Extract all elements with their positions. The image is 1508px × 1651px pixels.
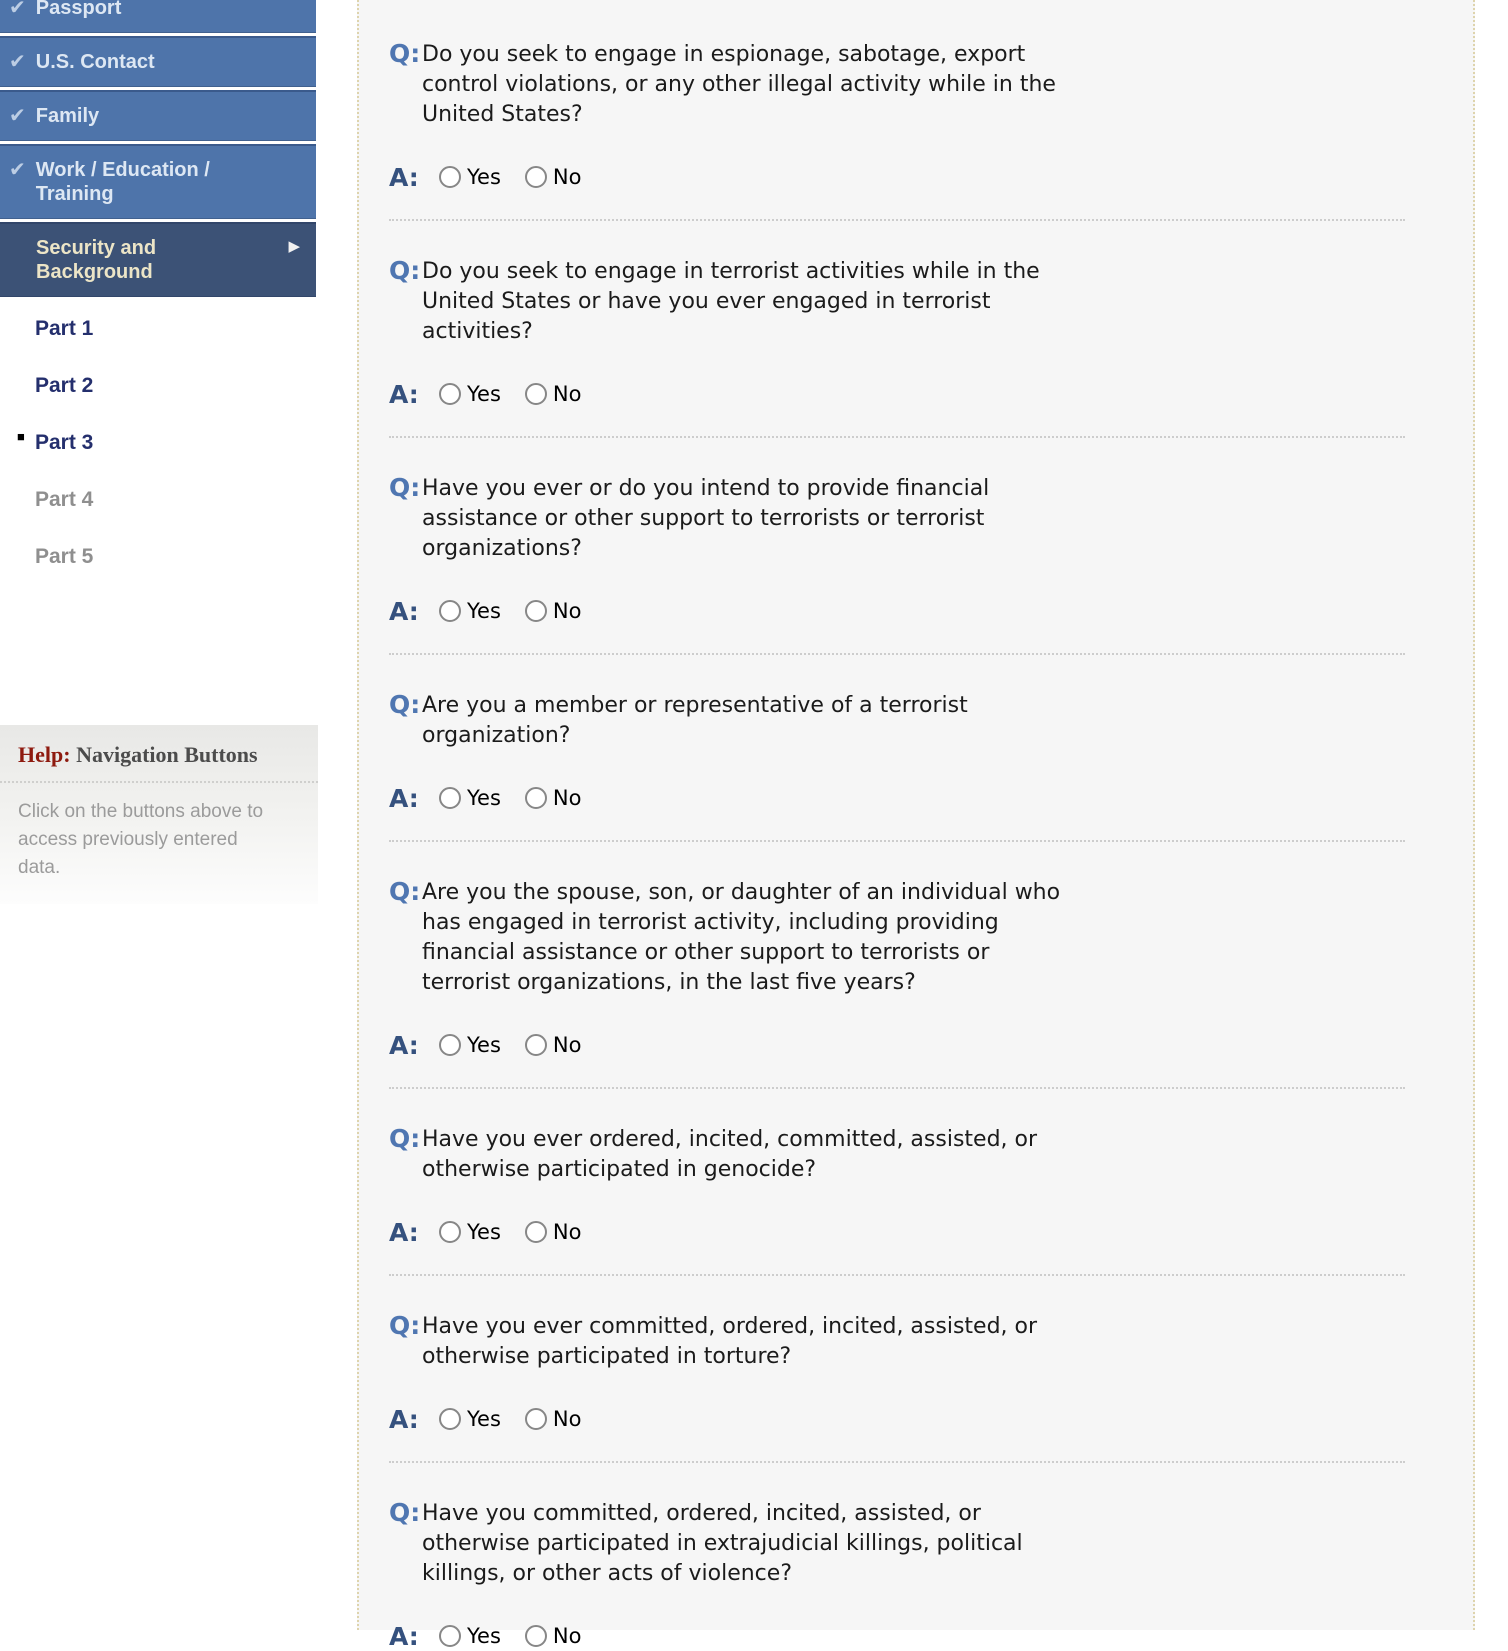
radio-button-icon[interactable] bbox=[525, 1625, 547, 1647]
answer-label: A: bbox=[389, 783, 419, 813]
radio-button-icon[interactable] bbox=[525, 600, 547, 622]
yes-radio-option[interactable]: Yes bbox=[439, 1033, 501, 1057]
question-label: Q: bbox=[389, 690, 421, 719]
part-label: Part 5 bbox=[35, 545, 94, 568]
question-block-2 bbox=[389, 257, 1433, 438]
yes-radio-option[interactable]: Yes bbox=[439, 1220, 501, 1244]
divider bbox=[389, 653, 1405, 655]
divider bbox=[389, 1274, 1405, 1276]
question-text: Do you seek to engage in espionage, sabotage, export control violations, or any other illegal activity while in the United States? bbox=[422, 42, 1056, 127]
arrow-right-icon: ▶ bbox=[288, 238, 300, 255]
yes-radio-option[interactable]: Yes bbox=[439, 786, 501, 810]
question-block-4 bbox=[389, 691, 1433, 842]
sidebar-item-part-1[interactable] bbox=[35, 317, 316, 341]
no-radio-option[interactable]: No bbox=[525, 786, 582, 810]
no-radio-option[interactable]: No bbox=[525, 599, 582, 623]
question-text: Have you ever committed, ordered, incited, assisted, or otherwise participated in torture? bbox=[422, 1314, 1038, 1369]
help-label: Help: bbox=[18, 742, 71, 767]
question-block-3 bbox=[389, 474, 1433, 655]
sidebar-nav bbox=[0, 0, 316, 602]
yes-radio-option[interactable]: Yes bbox=[439, 382, 501, 406]
question-block-6 bbox=[389, 1125, 1433, 1276]
check-icon: ✔ bbox=[9, 105, 26, 127]
help-text: Click on the buttons above to access previously entered data. bbox=[18, 801, 264, 878]
parts-list bbox=[17, 317, 316, 569]
no-radio-option[interactable]: No bbox=[525, 1220, 582, 1244]
sidebar-item-passport[interactable] bbox=[0, 0, 316, 33]
question-label: Q: bbox=[389, 1124, 421, 1153]
form-panel bbox=[357, 0, 1475, 1651]
radio-button-icon[interactable] bbox=[439, 600, 461, 622]
radio-button-icon[interactable] bbox=[439, 383, 461, 405]
part-label: Part 2 bbox=[35, 374, 94, 397]
current-part-marker-icon: ■ bbox=[17, 429, 25, 444]
answer-label: A: bbox=[389, 1404, 419, 1434]
question-text: Are you the spouse, son, or daughter of an individual who has engaged in terrorist activity, including providing financial assistance or other support to terrorists or terrorist organizations, in the last five years? bbox=[422, 880, 1061, 995]
radio-button-icon[interactable] bbox=[439, 166, 461, 188]
divider bbox=[389, 1461, 1405, 1463]
question-text: Do you seek to engage in terrorist activities while in the United States or have you ever engaged in terrorist activities? bbox=[422, 259, 1040, 344]
sidebar-item-label: U.S. Contact bbox=[35, 51, 155, 73]
question-label: Q: bbox=[389, 877, 421, 906]
question-text: Are you a member or representative of a terrorist organization? bbox=[422, 693, 968, 748]
radio-button-icon[interactable] bbox=[525, 787, 547, 809]
help-title bbox=[18, 742, 298, 768]
no-radio-option[interactable]: No bbox=[525, 1624, 582, 1648]
sidebar-item-security-and-background[interactable] bbox=[0, 222, 316, 297]
question-block-7 bbox=[389, 1312, 1433, 1463]
divider bbox=[0, 781, 318, 783]
yes-radio-option[interactable]: Yes bbox=[439, 599, 501, 623]
help-topic: Navigation Buttons bbox=[76, 742, 258, 767]
question-text: Have you ever or do you intend to provide financial assistance or other support to terrorists or terrorist organizations? bbox=[422, 476, 990, 561]
radio-button-icon[interactable] bbox=[439, 787, 461, 809]
sidebar-item-us-contact[interactable] bbox=[0, 36, 316, 87]
divider bbox=[389, 219, 1405, 221]
question-label: Q: bbox=[389, 39, 421, 68]
answer-label: A: bbox=[389, 596, 419, 626]
check-icon: ✔ bbox=[9, 159, 26, 181]
question-block-5 bbox=[389, 878, 1433, 1089]
question-block-8 bbox=[389, 1499, 1433, 1649]
sidebar-item-family[interactable] bbox=[0, 90, 316, 141]
sidebar-item-label: Passport bbox=[35, 0, 122, 19]
part-label: Part 3 bbox=[35, 431, 94, 454]
yes-radio-option[interactable]: Yes bbox=[439, 165, 501, 189]
radio-button-icon[interactable] bbox=[525, 1408, 547, 1430]
no-radio-option[interactable]: No bbox=[525, 382, 582, 406]
radio-button-icon[interactable] bbox=[439, 1625, 461, 1647]
answer-label: A: bbox=[389, 162, 419, 192]
sidebar-item-label: Security and Background bbox=[36, 237, 157, 283]
question-label: Q: bbox=[389, 473, 421, 502]
answer-label: A: bbox=[389, 1030, 419, 1060]
radio-button-icon[interactable] bbox=[525, 166, 547, 188]
answer-label: A: bbox=[389, 1621, 419, 1651]
sidebar-item-label: Work / Education / Training bbox=[35, 159, 210, 205]
no-radio-option[interactable]: No bbox=[525, 1407, 582, 1431]
radio-button-icon[interactable] bbox=[439, 1408, 461, 1430]
radio-button-icon[interactable] bbox=[525, 1221, 547, 1243]
check-icon: ✔ bbox=[9, 51, 26, 73]
divider bbox=[389, 1087, 1405, 1089]
question-label: Q: bbox=[389, 1311, 421, 1340]
part-label: Part 1 bbox=[35, 317, 94, 340]
answer-label: A: bbox=[389, 379, 419, 409]
divider bbox=[389, 436, 1405, 438]
radio-button-icon[interactable] bbox=[439, 1034, 461, 1056]
sidebar-item-label: Family bbox=[35, 105, 100, 127]
yes-radio-option[interactable]: Yes bbox=[439, 1624, 501, 1648]
question-block-1 bbox=[389, 40, 1433, 221]
sidebar-item-part-5 bbox=[35, 545, 316, 569]
radio-button-icon[interactable] bbox=[525, 1034, 547, 1056]
answer-label: A: bbox=[389, 1217, 419, 1247]
sidebar-item-work-education-training[interactable] bbox=[0, 144, 316, 219]
question-text: Have you committed, ordered, incited, assisted, or otherwise participated in extrajudicial killings, political killings, or other acts of violence? bbox=[422, 1501, 1023, 1586]
question-text: Have you ever ordered, incited, committed, assisted, or otherwise participated in genocide? bbox=[422, 1127, 1038, 1182]
divider bbox=[389, 840, 1405, 842]
sidebar-item-part-2[interactable] bbox=[35, 374, 316, 398]
sidebar-item-part-4 bbox=[35, 488, 316, 512]
part-label: Part 4 bbox=[35, 488, 94, 511]
radio-button-icon[interactable] bbox=[525, 383, 547, 405]
radio-button-icon[interactable] bbox=[439, 1221, 461, 1243]
question-label: Q: bbox=[389, 256, 421, 285]
no-radio-option[interactable]: No bbox=[525, 165, 582, 189]
check-icon: ✔ bbox=[9, 0, 26, 19]
no-radio-option[interactable]: No bbox=[525, 1033, 582, 1057]
yes-radio-option[interactable]: Yes bbox=[439, 1407, 501, 1431]
question-label: Q: bbox=[389, 1498, 421, 1527]
help-panel bbox=[0, 725, 318, 904]
sidebar-item-part-3[interactable] bbox=[17, 429, 316, 455]
